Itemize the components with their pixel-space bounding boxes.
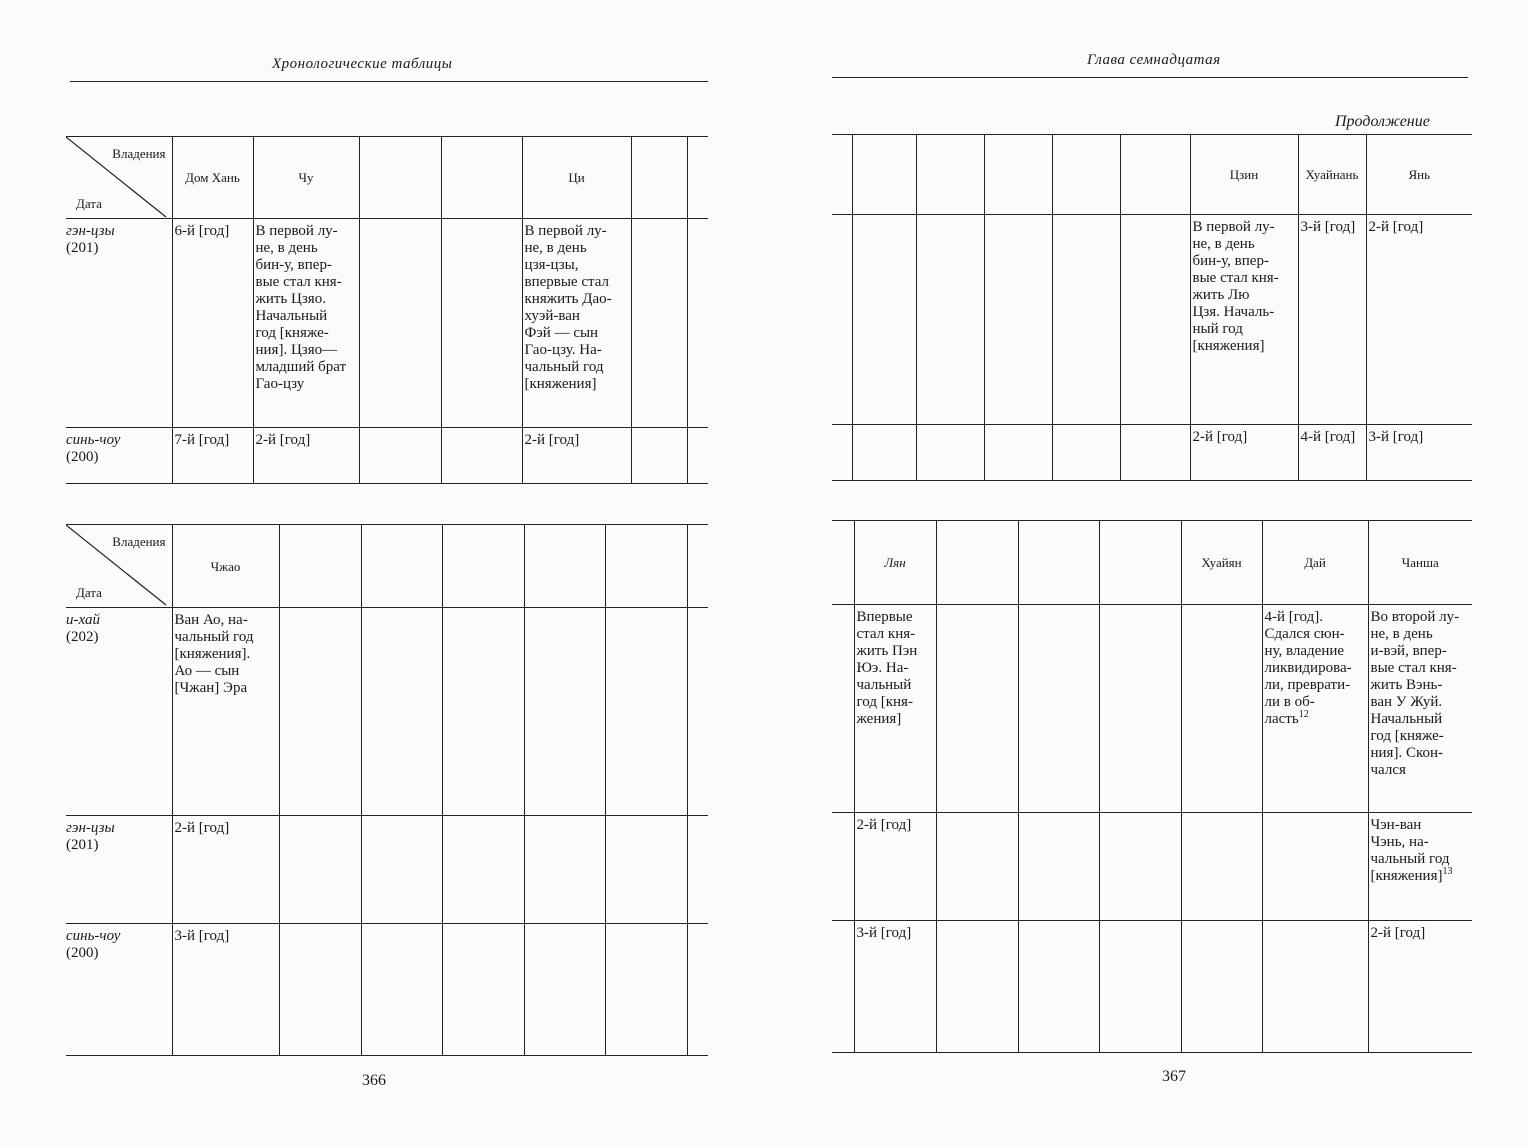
column-header: Чу [253, 137, 359, 219]
table-cell [605, 924, 687, 1056]
column-header [936, 521, 1018, 605]
corner-bottom-label: Дата [76, 585, 102, 600]
table-cell [936, 921, 1018, 1053]
table-cell [279, 924, 361, 1056]
column-header: Дом Хань [172, 137, 253, 219]
table-cell [359, 219, 441, 428]
column-header [1018, 521, 1099, 605]
column-header [852, 135, 916, 215]
table-cell [1262, 813, 1368, 921]
table-cell [442, 924, 524, 1056]
chronological-table [66, 136, 708, 484]
table-cell [361, 608, 442, 816]
column-header [832, 521, 854, 605]
table-cell [916, 215, 984, 425]
table-cell [1099, 921, 1181, 1053]
date-cell [66, 608, 172, 816]
table-row [66, 924, 708, 1056]
table-cell [172, 428, 253, 484]
table-cell [1018, 921, 1099, 1053]
footnote-marker: 12 [1298, 709, 1309, 720]
table-cell [832, 425, 852, 481]
cell-text: 2-й [год] [174, 820, 230, 836]
cell-text: 2-й [год] [1192, 429, 1248, 445]
cell-text: 3-й [год] [856, 925, 912, 941]
table-row [66, 816, 708, 924]
cell-text: 4-й [год] [1300, 429, 1356, 445]
table-cell [936, 813, 1018, 921]
table-cell [524, 924, 605, 1056]
column-header [1052, 135, 1120, 215]
chronological-table [66, 524, 708, 1056]
table-cell [1052, 425, 1120, 481]
table-cell [1298, 425, 1366, 481]
table-cell [852, 215, 916, 425]
corner-cell [66, 525, 172, 608]
table-cell [631, 428, 687, 484]
table-cell [279, 608, 361, 816]
table-cell [687, 608, 708, 816]
column-header [442, 525, 524, 608]
corner-top-label: Владения [112, 534, 166, 549]
table-cell [1368, 813, 1472, 921]
table-cell [687, 428, 708, 484]
table-cell [1366, 215, 1472, 425]
table-cell [605, 816, 687, 924]
column-header [687, 525, 708, 608]
table-cell [1366, 425, 1472, 481]
column-header: Цзин [1190, 135, 1298, 215]
page-number: 366 [362, 1072, 386, 1089]
cell-text: 3-й [год] [1300, 219, 1356, 235]
chronological-table [832, 134, 1472, 481]
table-cell [172, 608, 279, 816]
table-row [66, 608, 708, 816]
column-header: Хуайян [1181, 521, 1262, 605]
cell-text: 6-й [год] [174, 223, 230, 239]
table-cell [441, 428, 522, 484]
cell-text: 7-й [год] [174, 432, 230, 448]
column-header [524, 525, 605, 608]
table-cell [687, 816, 708, 924]
table-cell [279, 816, 361, 924]
continued-label: Продолжение [1335, 113, 1430, 130]
table-cell [361, 924, 442, 1056]
table-cell [1181, 921, 1262, 1053]
table-cell [605, 608, 687, 816]
cyclic-date: синь-чоу [66, 928, 121, 944]
table-row [832, 425, 1472, 481]
table-row [66, 428, 708, 484]
table-cell [1099, 605, 1181, 813]
table-cell [1120, 425, 1190, 481]
table-cell [854, 605, 936, 813]
table-cell [441, 219, 522, 428]
table-cell [854, 921, 936, 1053]
column-header [359, 137, 441, 219]
table-cell [916, 425, 984, 481]
column-header [279, 525, 361, 608]
cyclic-date: гэн-цзы [66, 820, 115, 836]
column-header [605, 525, 687, 608]
year: (200) [66, 449, 99, 465]
column-header [916, 135, 984, 215]
header-rule [70, 81, 708, 82]
table-cell [1120, 215, 1190, 425]
cell-text: В первой лу- не, в день бин-у, впер- вые стал кня- жить Цзяо. Начальный год [княже- ния]. Цзяо— младший брат Гао-цзу [255, 223, 347, 392]
cell-text [1371, 817, 1471, 885]
table-cell [1368, 921, 1472, 1053]
column-header: Ци [522, 137, 631, 219]
date-cell [66, 219, 172, 428]
column-header [832, 135, 852, 215]
table-cell [832, 921, 854, 1053]
table-cell [1368, 605, 1472, 813]
table-cell [1262, 605, 1368, 813]
table-cell [172, 816, 279, 924]
table-cell [854, 813, 936, 921]
table-cell [832, 215, 852, 425]
column-header: Янь [1366, 135, 1472, 215]
table-cell [1262, 921, 1368, 1053]
table-cell [172, 219, 253, 428]
table-cell [1181, 813, 1262, 921]
right-page [764, 0, 1528, 1146]
table-cell [522, 219, 631, 428]
cell-text: 2-й [год] [1370, 925, 1426, 941]
column-header: Дай [1262, 521, 1368, 605]
column-header [984, 135, 1052, 215]
table-cell [361, 816, 442, 924]
corner-top-label: Владения [112, 146, 166, 161]
column-header: Хуайнань [1298, 135, 1366, 215]
table-cell [631, 219, 687, 428]
table-cell [1018, 813, 1099, 921]
running-head: Глава семнадцатая [1087, 52, 1221, 68]
table-cell [687, 219, 708, 428]
column-header: Чжао [172, 525, 279, 608]
footnote-marker: 13 [1442, 866, 1453, 877]
table-row [832, 921, 1472, 1053]
cyclic-date: синь-чоу [66, 432, 121, 448]
year: (201) [66, 240, 99, 256]
table-cell [524, 816, 605, 924]
date-cell [66, 816, 172, 924]
cell-text: 2-й [год] [524, 432, 580, 448]
table-cell [442, 816, 524, 924]
cell-text: 2-й [год] [255, 432, 311, 448]
column-header: Чанша [1368, 521, 1472, 605]
table-cell [253, 219, 359, 428]
column-header [361, 525, 442, 608]
year: (202) [66, 629, 99, 645]
table-cell [1190, 215, 1298, 425]
table-cell [1298, 215, 1366, 425]
table-cell [687, 924, 708, 1056]
running-head: Хронологические таблицы [272, 56, 453, 72]
table-cell [1190, 425, 1298, 481]
cell-text: Ван Ао, на- чальный год [княжения]. Ао — сын [Чжан] Эра [174, 612, 254, 696]
table-cell [832, 605, 854, 813]
table-cell [1099, 813, 1181, 921]
date-cell [66, 428, 172, 484]
cell-text: 2-й [год] [856, 817, 912, 833]
date-cell [66, 924, 172, 1056]
cell-text: 3-й [год] [1368, 429, 1424, 445]
cell-text: Во второй лу- не, в день и-вэй, впер- вые стал кня- жить Вэнь- ван У Жуй. Начальный год [княже- ния]. Скон- чался [1370, 609, 1460, 778]
table-cell [984, 215, 1052, 425]
cell-text: В первой лу- не, в день цзя-цзы, впервые стал княжить Дао- хуэй-ван Фэй — сын Гао-цзу. На- чальный год [княжения] [524, 223, 612, 392]
table-cell [1052, 215, 1120, 425]
cell-body: 4-й [год]. Сдался сюн- ну, владение ликвидирова- ли, преврати- ли в об- ласть [1264, 609, 1352, 727]
corner-bottom-label: Дата [76, 196, 102, 211]
year: (201) [66, 837, 99, 853]
table-cell [984, 425, 1052, 481]
cell-text: В первой лу- не, в день бин-у, впер- вые стал кня- жить Лю Цзя. Началь- ный год [княжения] [1192, 219, 1279, 354]
table-cell [832, 813, 854, 921]
table-cell [522, 428, 631, 484]
year: (200) [66, 945, 99, 961]
column-header [631, 137, 687, 219]
cell-text: 2-й [год] [1368, 219, 1424, 235]
cell-text: Впервые стал кня- жить Пэн Юэ. На- чальный год [кня- жения] [856, 609, 918, 727]
cell-text: 3-й [год] [174, 928, 230, 944]
table-cell [253, 428, 359, 484]
chronological-table [832, 520, 1472, 1053]
table-cell [1018, 605, 1099, 813]
table-row [832, 813, 1472, 921]
table-row [66, 219, 708, 428]
page-number: 367 [1162, 1068, 1186, 1085]
column-header: Лян [854, 521, 936, 605]
cyclic-date: гэн-цзы [66, 223, 115, 239]
table-cell [359, 428, 441, 484]
table-cell [936, 605, 1018, 813]
cell-body: Чэн-ван Чэнь, на- чальный год [княжения] [1370, 817, 1450, 884]
column-header [1099, 521, 1181, 605]
table-cell [442, 608, 524, 816]
header-rule [832, 77, 1468, 78]
corner-cell [66, 137, 172, 219]
column-header [687, 137, 708, 219]
table-cell [524, 608, 605, 816]
table-row [832, 605, 1472, 813]
column-header [1120, 135, 1190, 215]
cell-text [1265, 609, 1366, 728]
cyclic-date: и-хай [66, 612, 100, 628]
table-cell [852, 425, 916, 481]
table-row [832, 215, 1472, 425]
table-cell [1181, 605, 1262, 813]
column-header [441, 137, 522, 219]
table-cell [172, 924, 279, 1056]
